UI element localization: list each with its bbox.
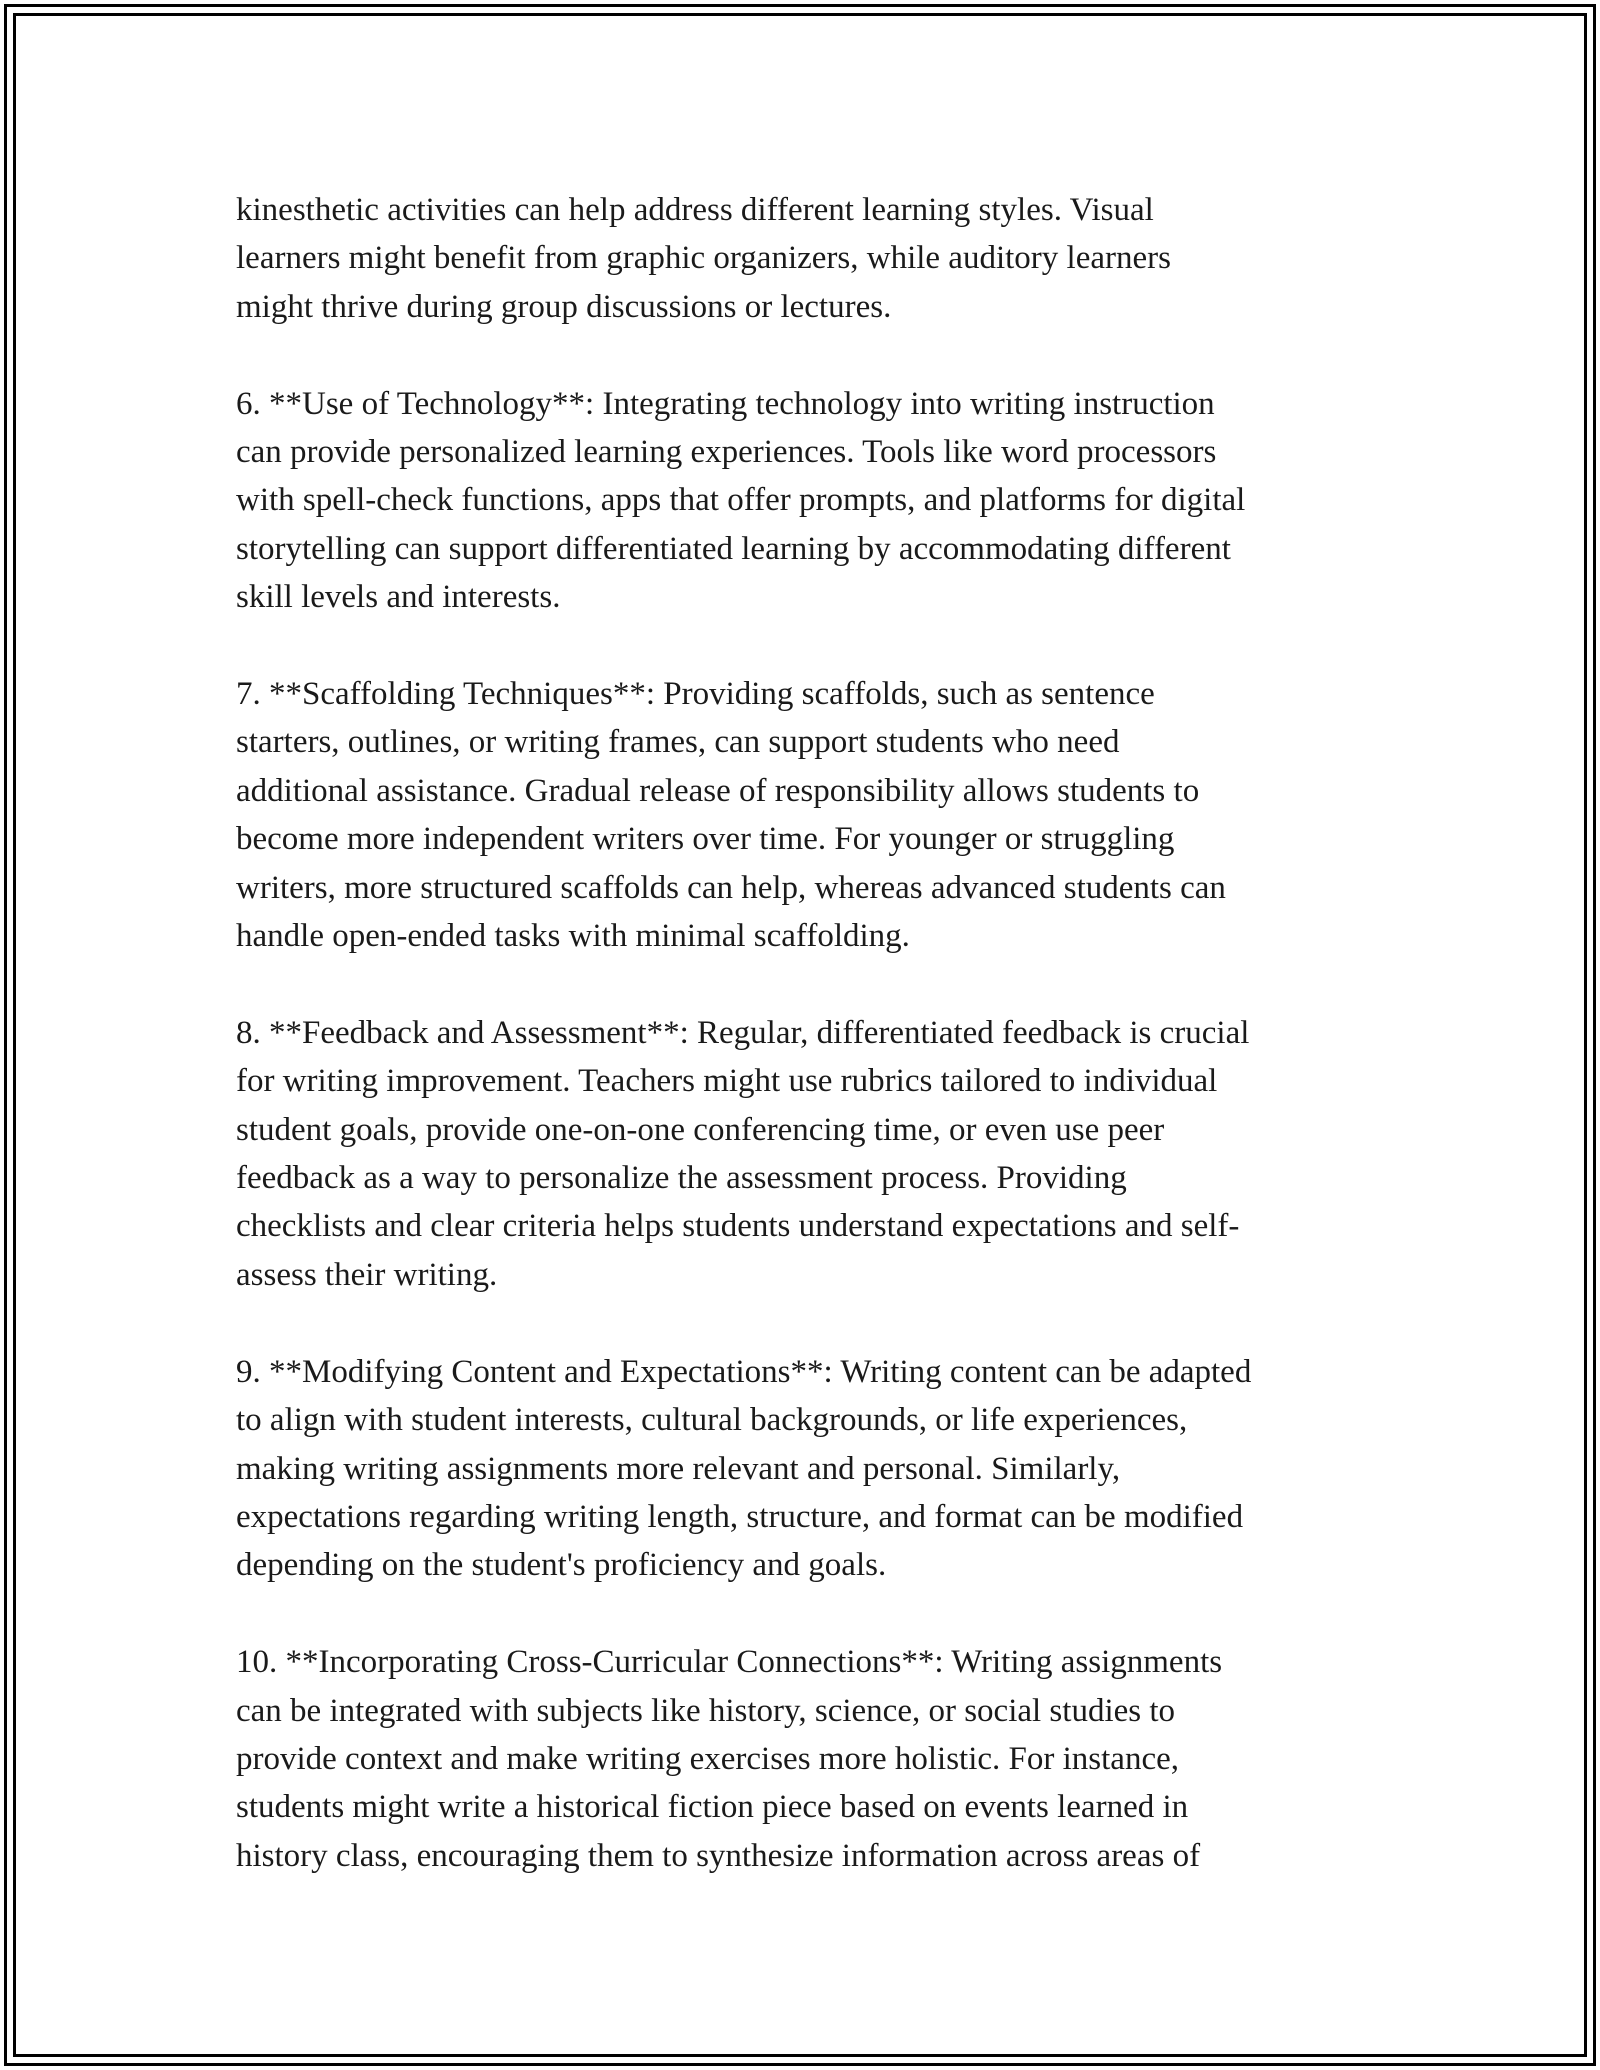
paragraph-modifying-content: 9. **Modifying Content and Expectations**: Writing content can be adapted to align with student interests, cultural backgrounds, or life experiences, making writing assignments more relevant and personal. Similarly, expectations regarding writing length, structure, and format can be modified depending on the student's proficiency and goals.: [236, 1353, 1252, 1584]
paragraph-feedback-and-assessment: 8. **Feedback and Assessment**: Regular, differentiated feedback is crucial for writing improvement. Teachers might use rubrics tailored to individual student goals, provide one-on-one conferencing time, or even use peer feedback as a way to personalize the assessment process. Providing checklists and clear criteria helps students understand expectations and self- assess their writing.: [236, 1014, 1250, 1293]
paragraph-learning-styles: kinesthetic activities can help address different learning styles. Visual learners might benefit from graphic organizers, while auditory learners might thrive during group discussions or lectures.: [236, 192, 1171, 325]
paragraph-cross-curricular: 10. **Incorporating Cross-Curricular Connections**: Writing assignments can be integrated with subjects like history, science, or social studies to provide context and make writing exercises more holistic. For instance, students might write a historical fiction piece based on events learned in history class, encouraging them to synthesize information across areas of: [236, 1644, 1223, 1874]
document-body: [236, 186, 1386, 1880]
paragraph-use-of-technology: 6. **Use of Technology**: Integrating technology into writing instruction can provide personalized learning experiences. Tools like word processors with spell-check functions, apps that offer prompts, and platforms for digital storytelling can support differentiated learning by accommodating different skill levels and interests.: [236, 385, 1246, 616]
paragraph-scaffolding-techniques: 7. **Scaffolding Techniques**: Providing scaffolds, such as sentence starters, outlines, or writing frames, can support students who need additional assistance. Gradual release of responsibility allows students to become more independent writers over time. For younger or struggling writers, more structured scaffolds can help, whereas advanced students can handle open-ended tasks with minimal scaffolding.: [236, 676, 1226, 955]
